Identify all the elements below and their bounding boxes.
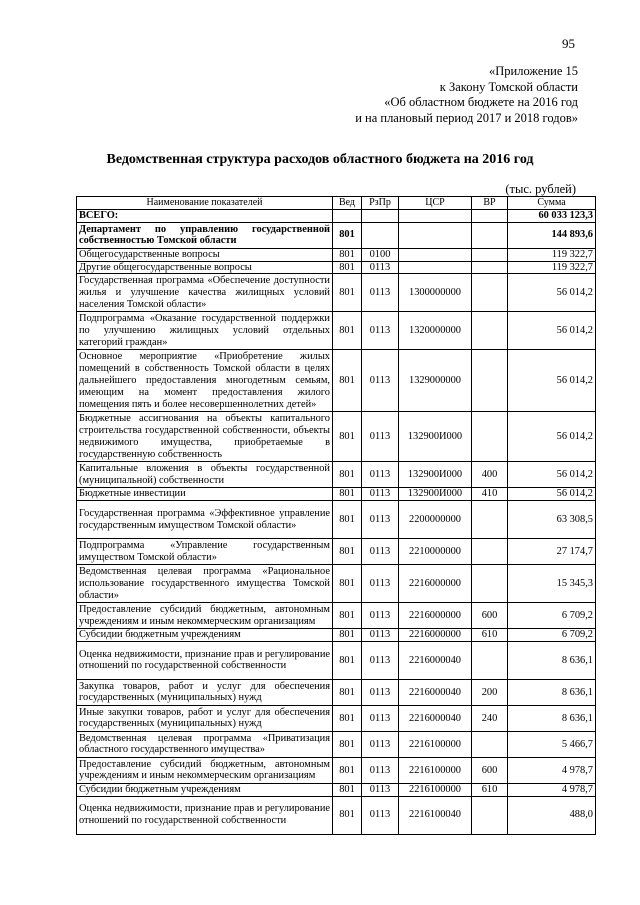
cell-csr: 2216000040 <box>399 641 472 679</box>
cell-vr <box>472 248 508 261</box>
cell-vr <box>472 412 508 462</box>
cell-name: Капитальные вложения в объекты государственной (муниципальной) собственности <box>77 462 333 488</box>
cell-sum: 119 322,7 <box>508 261 596 274</box>
cell-sum: 4 978,7 <box>508 757 596 783</box>
cell-vr: 410 <box>472 488 508 501</box>
table-row <box>77 641 596 679</box>
cell-rzpr: 0113 <box>362 488 399 501</box>
table-row <box>77 757 596 783</box>
cell-rzpr: 0113 <box>362 501 399 539</box>
cell-rzpr: 0113 <box>362 603 399 629</box>
cell-vr <box>472 274 508 312</box>
cell-vr: 240 <box>472 705 508 731</box>
cell-ved: 801 <box>333 757 362 783</box>
table-row <box>77 501 596 539</box>
cell-ved: 801 <box>333 603 362 629</box>
cell-csr: 1320000000 <box>399 312 472 350</box>
appendix-line: к Закону Томской области <box>439 79 578 94</box>
cell-csr: 132900И000 <box>399 462 472 488</box>
cell-rzpr: 0113 <box>362 629 399 642</box>
cell-name: Государственная программа «Обеспечение доступности жилья и улучшение качества жилищных условий населения Томской области» <box>77 274 333 312</box>
table-row <box>77 462 596 488</box>
cell-rzpr: 0113 <box>362 539 399 565</box>
cell-vr <box>472 565 508 603</box>
cell-ved: 801 <box>333 565 362 603</box>
cell-csr: 2216000000 <box>399 565 472 603</box>
table-row <box>77 350 596 412</box>
cell-vr: 610 <box>472 783 508 796</box>
table-row <box>77 412 596 462</box>
cell-vr <box>472 501 508 539</box>
table-row <box>77 783 596 796</box>
cell-sum: 6 709,2 <box>508 629 596 642</box>
cell-name: Другие общегосударственные вопросы <box>77 261 333 274</box>
budget-table <box>76 196 596 835</box>
cell-sum: 63 308,5 <box>508 501 596 539</box>
cell-rzpr: 0113 <box>362 783 399 796</box>
table-row <box>77 705 596 731</box>
cell-ved: 801 <box>333 539 362 565</box>
cell-vr <box>472 222 508 248</box>
cell-name: Оценка недвижимости, признание прав и регулирование отношений по государственной собственности <box>77 796 333 834</box>
table-row <box>77 222 596 248</box>
cell-ved: 801 <box>333 488 362 501</box>
cell-ved: 801 <box>333 705 362 731</box>
cell-ved: 801 <box>333 412 362 462</box>
cell-name: Иные закупки товаров, работ и услуг для обеспечения государственных (муниципальных) нужд <box>77 705 333 731</box>
header-rzpr: РзПр <box>362 197 399 210</box>
cell-sum: 56 014,2 <box>508 488 596 501</box>
table-row <box>77 731 596 757</box>
header-sum: Сумма <box>508 197 596 210</box>
appendix-line: «Приложение 15 <box>489 64 578 78</box>
cell-rzpr: 0113 <box>362 641 399 679</box>
cell-rzpr: 0113 <box>362 679 399 705</box>
cell-sum: 5 466,7 <box>508 731 596 757</box>
cell-sum: 60 033 123,3 <box>508 210 596 223</box>
cell-sum: 56 014,2 <box>508 350 596 412</box>
cell-rzpr: 0113 <box>362 796 399 834</box>
cell-sum: 488,0 <box>508 796 596 834</box>
cell-vr <box>472 312 508 350</box>
cell-ved: 801 <box>333 350 362 412</box>
cell-sum: 15 345,3 <box>508 565 596 603</box>
document-title: Ведомственная структура расходов областного бюджета на 2016 год <box>106 152 534 167</box>
cell-ved: 801 <box>333 679 362 705</box>
cell-name: Оценка недвижимости, признание прав и регулирование отношений по государственной собственности <box>77 641 333 679</box>
cell-name: Подпрограмма «Управление государственным имуществом Томской области» <box>77 539 333 565</box>
table-row <box>77 565 596 603</box>
table-row <box>77 796 596 834</box>
appendix-line: «Об областном бюджете на 2016 год <box>384 95 578 109</box>
table-row <box>77 248 596 261</box>
cell-rzpr: 0113 <box>362 350 399 412</box>
cell-name: Подпрограмма «Оказание государственной поддержки по улучшению жилищных условий отдельных категорий граждан» <box>77 312 333 350</box>
cell-rzpr: 0113 <box>362 312 399 350</box>
cell-csr <box>399 222 472 248</box>
table-row <box>77 679 596 705</box>
cell-rzpr: 0113 <box>362 731 399 757</box>
table-row <box>77 629 596 642</box>
cell-sum: 4 978,7 <box>508 783 596 796</box>
table-row <box>77 261 596 274</box>
cell-rzpr: 0100 <box>362 248 399 261</box>
cell-sum: 119 322,7 <box>508 248 596 261</box>
cell-csr: 2216100000 <box>399 731 472 757</box>
cell-ved: 801 <box>333 462 362 488</box>
cell-name: Ведомственная целевая программа «Приватизация областного государственного имущества» <box>77 731 333 757</box>
table-row <box>77 274 596 312</box>
cell-sum: 8 636,1 <box>508 641 596 679</box>
cell-rzpr: 0113 <box>362 261 399 274</box>
cell-name: Департамент по управлению государственной собственностью Томской области <box>77 222 333 248</box>
cell-vr <box>472 539 508 565</box>
cell-csr <box>399 210 472 223</box>
page-number: 95 <box>562 36 575 51</box>
cell-vr: 610 <box>472 629 508 642</box>
cell-name: ВСЕГО: <box>77 210 333 223</box>
cell-vr <box>472 641 508 679</box>
header-csr: ЦСР <box>399 197 472 210</box>
cell-name: Бюджетные ассигнования на объекты капитального строительства государственной собственности, объекты недвижимого имущества, приобретаемые в государственную собственность <box>77 412 333 462</box>
cell-csr: 2216000000 <box>399 629 472 642</box>
cell-vr <box>472 731 508 757</box>
cell-csr: 1300000000 <box>399 274 472 312</box>
table-row <box>77 312 596 350</box>
cell-csr: 2210000000 <box>399 539 472 565</box>
cell-csr: 132900И000 <box>399 412 472 462</box>
cell-sum: 6 709,2 <box>508 603 596 629</box>
cell-rzpr: 0113 <box>362 565 399 603</box>
cell-vr: 600 <box>472 757 508 783</box>
cell-name: Основное мероприятие «Приобретение жилых помещений в собственность Томской области в целях дальнейшего предоставления многодетным семьям, имеющим на момент предоставления жилого помещения пять и более несовершеннолетних детей» <box>77 350 333 412</box>
header-ved: Вед <box>333 197 362 210</box>
cell-ved: 801 <box>333 248 362 261</box>
cell-sum: 56 014,2 <box>508 462 596 488</box>
cell-sum: 27 174,7 <box>508 539 596 565</box>
cell-rzpr: 0113 <box>362 412 399 462</box>
cell-name: Предоставление субсидий бюджетным, автономным учреждениям и иным некоммерческим организациям <box>77 757 333 783</box>
table-row <box>77 210 596 223</box>
cell-csr <box>399 261 472 274</box>
cell-rzpr <box>362 222 399 248</box>
cell-sum: 56 014,2 <box>508 274 596 312</box>
cell-vr: 200 <box>472 679 508 705</box>
header-name: Наименование показателей <box>77 197 333 210</box>
table-row <box>77 539 596 565</box>
appendix-line: и на плановый период 2017 и 2018 годов» <box>355 110 578 125</box>
cell-ved: 801 <box>333 274 362 312</box>
cell-sum: 56 014,2 <box>508 312 596 350</box>
cell-vr: 600 <box>472 603 508 629</box>
cell-rzpr: 0113 <box>362 757 399 783</box>
cell-vr <box>472 796 508 834</box>
cell-ved: 801 <box>333 796 362 834</box>
cell-csr: 2216000040 <box>399 705 472 731</box>
cell-csr: 2200000000 <box>399 501 472 539</box>
cell-ved: 801 <box>333 312 362 350</box>
cell-ved: 801 <box>333 731 362 757</box>
cell-rzpr: 0113 <box>362 705 399 731</box>
appendix-reference <box>355 64 578 126</box>
cell-ved <box>333 210 362 223</box>
cell-vr: 400 <box>472 462 508 488</box>
cell-sum: 56 014,2 <box>508 412 596 462</box>
cell-csr: 2216000000 <box>399 603 472 629</box>
units-label: (тыс. рублей) <box>505 182 576 196</box>
cell-ved: 801 <box>333 222 362 248</box>
cell-name: Бюджетные инвестиции <box>77 488 333 501</box>
cell-ved: 801 <box>333 261 362 274</box>
cell-csr: 2216100040 <box>399 796 472 834</box>
cell-name: Общегосударственные вопросы <box>77 248 333 261</box>
cell-rzpr: 0113 <box>362 274 399 312</box>
cell-name: Субсидии бюджетным учреждениям <box>77 629 333 642</box>
table-row <box>77 488 596 501</box>
cell-name: Предоставление субсидий бюджетным, автономным учреждениям и иным некоммерческим организациям <box>77 603 333 629</box>
cell-ved: 801 <box>333 641 362 679</box>
cell-csr: 132900И000 <box>399 488 472 501</box>
cell-rzpr <box>362 210 399 223</box>
cell-vr <box>472 210 508 223</box>
header-vr: ВР <box>472 197 508 210</box>
cell-csr: 2216000040 <box>399 679 472 705</box>
cell-csr <box>399 248 472 261</box>
cell-name: Ведомственная целевая программа «Рациональное использование государственного имущества Томской области» <box>77 565 333 603</box>
cell-csr: 2216100000 <box>399 783 472 796</box>
cell-ved: 801 <box>333 629 362 642</box>
cell-sum: 8 636,1 <box>508 679 596 705</box>
cell-sum: 8 636,1 <box>508 705 596 731</box>
cell-name: Субсидии бюджетным учреждениям <box>77 783 333 796</box>
cell-vr <box>472 350 508 412</box>
cell-sum: 144 893,6 <box>508 222 596 248</box>
table-row <box>77 603 596 629</box>
cell-csr: 2216100000 <box>399 757 472 783</box>
cell-csr: 1329000000 <box>399 350 472 412</box>
cell-vr <box>472 261 508 274</box>
cell-name: Закупка товаров, работ и услуг для обеспечения государственных (муниципальных) нужд <box>77 679 333 705</box>
cell-ved: 801 <box>333 783 362 796</box>
cell-name: Государственная программа «Эффективное управление государственным имуществом Томской области» <box>77 501 333 539</box>
cell-ved: 801 <box>333 501 362 539</box>
cell-rzpr: 0113 <box>362 462 399 488</box>
table-header-row <box>77 197 596 210</box>
